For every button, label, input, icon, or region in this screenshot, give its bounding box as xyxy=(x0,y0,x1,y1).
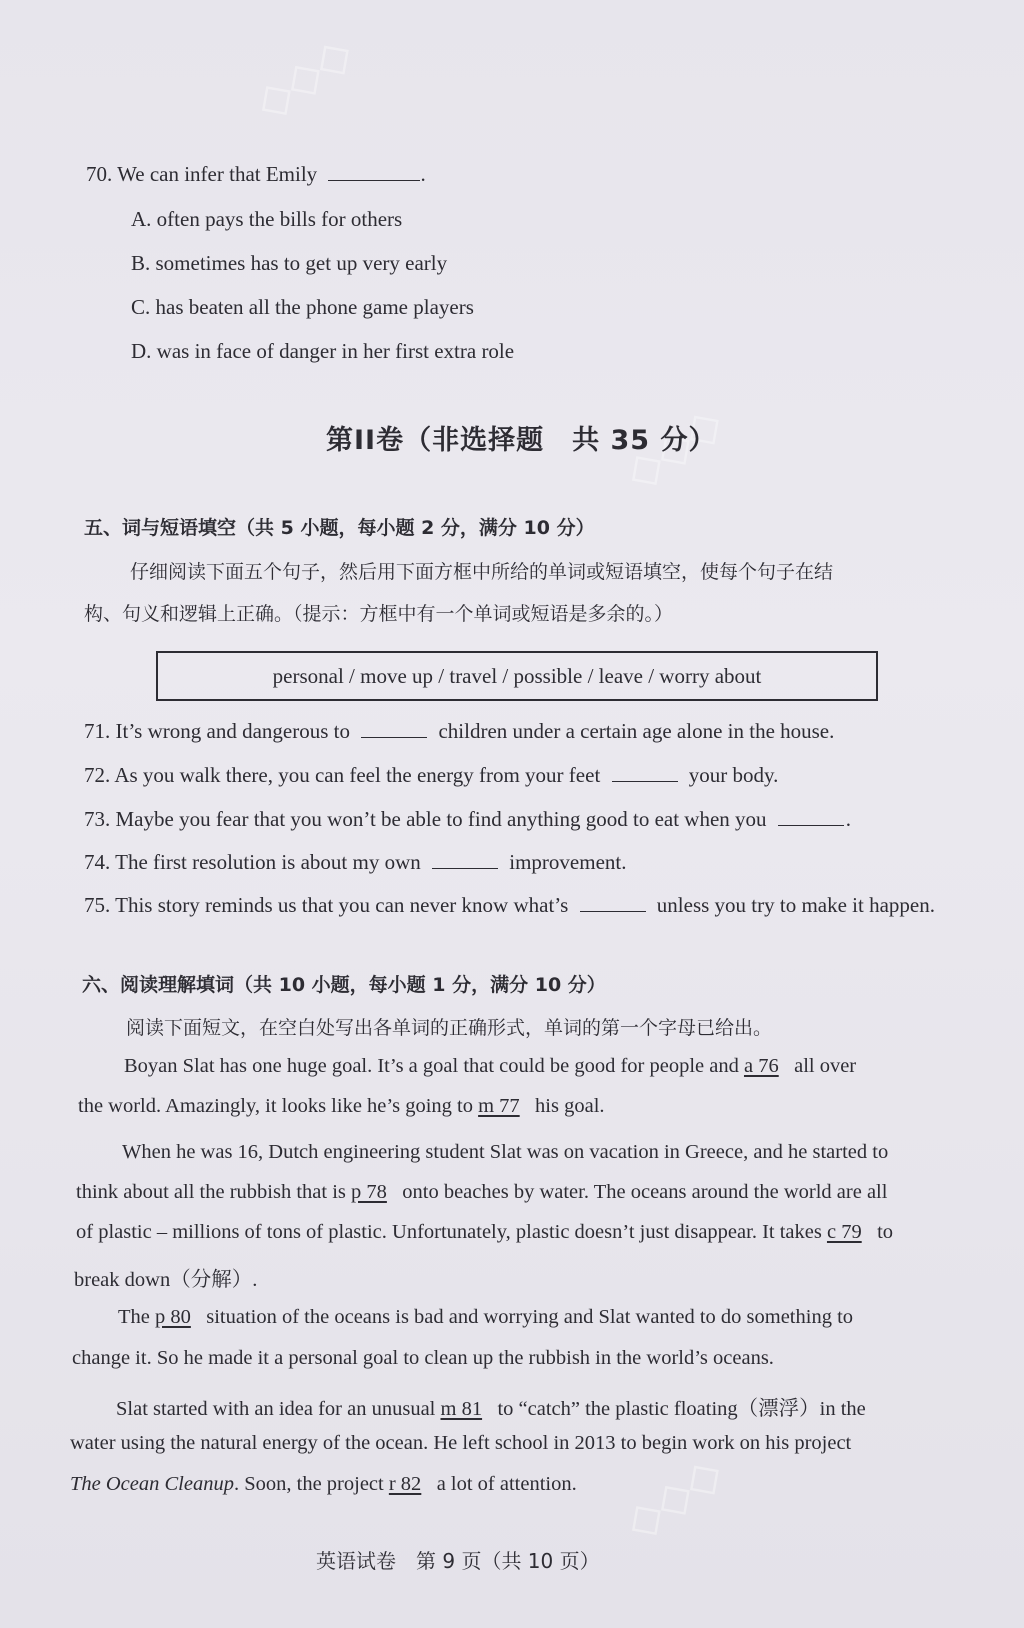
blank-82[interactable]: r 82 xyxy=(388,1473,422,1495)
option-a: A. often pays the bills for others xyxy=(131,207,403,231)
option-c: C. has beaten all the phone game players xyxy=(131,295,474,319)
question-73: 73. Maybe you fear that you won’t be able to find anything good to eat when you . xyxy=(84,807,852,831)
blank-80[interactable]: p 80 xyxy=(155,1306,191,1328)
part-2-title: 第II卷（非选择题 共 35 分） xyxy=(326,425,717,456)
answer-blank[interactable] xyxy=(778,825,844,826)
passage-line: Boyan Slat has one huge goal. It’s a goal that could be good for people and a 76 all over xyxy=(124,1055,857,1077)
option-b: B. sometimes has to get up very early xyxy=(131,251,448,275)
section-5-instruction-cont: 构、句义和逻辑上正确。（提示：方框中有一个单词或短语是多余的。） xyxy=(84,603,674,625)
watermark: ◇◇◇ xyxy=(614,394,733,500)
project-name: The Ocean Cleanup xyxy=(70,1473,234,1495)
blank-78[interactable]: p 78 xyxy=(351,1181,387,1203)
blank-76[interactable]: a 76 xyxy=(743,1055,779,1077)
blank-77[interactable]: m 77 xyxy=(478,1095,520,1117)
question-71: 71. It’s wrong and dangerous to children under a certain age alone in the house. xyxy=(84,719,835,743)
blank-79[interactable]: c 79 xyxy=(826,1221,862,1243)
passage-line: The Ocean Cleanup. Soon, the project r 82 a lot of attention. xyxy=(70,1473,577,1495)
passage-line: change it. So he made it a personal goal to clean up the rubbish in the world’s oceans. xyxy=(72,1347,774,1369)
option-d: D. was in face of danger in her first extra role xyxy=(131,339,515,363)
passage-line: of plastic – millions of tons of plastic. Unfortunately, plastic doesn’t just disappear. It takes c 79 to xyxy=(76,1221,894,1243)
watermark: ◇◇◇ xyxy=(244,24,363,130)
section-5-instruction: 仔细阅读下面五个句子，然后用下面方框中所给的单词或短语填空，使每个句子在结 xyxy=(130,561,834,583)
section-6-instruction: 阅读下面短文，在空白处写出各单词的正确形式，单词的第一个字母已给出。 xyxy=(126,1017,773,1039)
page-footer: 英语试卷 第 9 页（共 10 页） xyxy=(316,1549,600,1573)
passage-line: think about all the rubbish that is p 78 onto beaches by water. The oceans around the world are all xyxy=(76,1181,888,1203)
watermark: ◇◇◇ xyxy=(614,1444,733,1550)
word-box xyxy=(156,651,878,701)
section-5-heading: 五、词与短语填空（共 5 小题，每小题 2 分，满分 10 分） xyxy=(84,517,595,539)
question-70: 70. We can infer that Emily . xyxy=(86,162,426,186)
answer-blank[interactable] xyxy=(432,868,498,869)
blank-81[interactable]: m 81 xyxy=(440,1398,483,1420)
question-stem: 70. We can infer that Emily xyxy=(86,162,318,186)
question-74: 74. The first resolution is about my own improvement. xyxy=(84,850,627,874)
passage-line: the world. Amazingly, it looks like he’s going to m 77 his goal. xyxy=(78,1095,605,1117)
answer-blank[interactable] xyxy=(361,737,427,738)
question-75: 75. This story reminds us that you can never know what’s unless you try to make it happen. xyxy=(84,893,935,917)
passage-line: break down（分解）. xyxy=(74,1269,258,1291)
section-6-heading: 六、阅读理解填词（共 10 小题，每小题 1 分，满分 10 分） xyxy=(82,974,606,996)
word-box-text: personal / move up / travel / possible / leave / worry about xyxy=(272,663,762,688)
answer-blank[interactable] xyxy=(612,781,678,782)
passage-line: When he was 16, Dutch engineering student Slat was on vacation in Greece, and he started to xyxy=(122,1141,889,1163)
answer-blank[interactable] xyxy=(580,911,646,912)
answer-blank[interactable] xyxy=(328,180,420,181)
passage-line: The p 80 situation of the oceans is bad and worrying and Slat wanted to do something to xyxy=(118,1306,854,1328)
passage-line: water using the natural energy of the ocean. He left school in 2013 to begin work on his project xyxy=(70,1432,852,1454)
question-72: 72. As you walk there, you can feel the energy from your feet your body. xyxy=(84,763,779,787)
passage-line: Slat started with an idea for an unusual m 81 to “catch” the plastic floating（漂浮）in the xyxy=(116,1398,866,1420)
